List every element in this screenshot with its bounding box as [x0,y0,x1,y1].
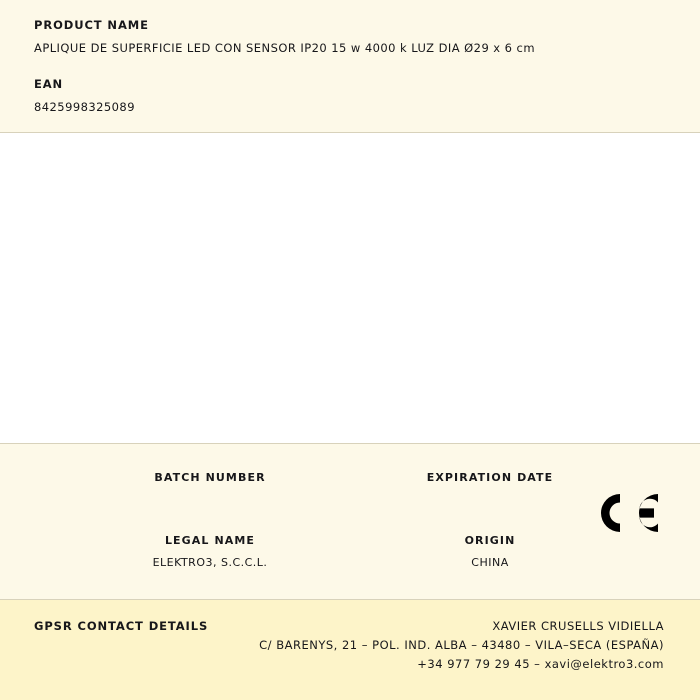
expiration-date-label: EXPIRATION DATE [426,471,554,484]
gpsr-footer-band [0,600,700,700]
batch-number-label: BATCH NUMBER [154,471,266,484]
product-info-block [0,0,700,133]
batch-number-column [95,471,325,493]
product-name-label: PRODUCT NAME [34,18,149,32]
legal-name-label: LEGAL NAME [164,534,256,547]
origin-column [375,534,605,569]
gpsr-contact-phone-email: +34 977 79 29 45 – xavi@elektro3.com [417,657,664,671]
product-name-value: APLIQUE DE SUPERFICIE LED CON SENSOR IP20 15 w 4000 k LUZ DIA Ø29 x 6 cm [34,41,535,55]
spacer [34,55,666,77]
ean-value: 8425998325089 [34,100,135,114]
origin-label: ORIGIN [464,534,516,547]
gpsr-contact-label: GPSR CONTACT DETAILS [34,619,209,633]
gpsr-contact-address: C/ BARENYS, 21 – POL. IND. ALBA – 43480 – VILA–SECA (ESPAÑA) [259,638,664,652]
origin-value: CHINA [471,556,509,569]
ean-label: EAN [34,77,64,91]
legal-name-column [95,534,325,569]
expiration-date-column [375,471,605,493]
gpsr-contact-name: XAVIER CRUSELLS VIDIELLA [492,619,664,633]
regulatory-info-band [0,444,700,600]
product-image-area [0,133,700,444]
legal-name-value: ELEKTRO3, S.C.C.L. [152,556,268,569]
ce-mark-icon [590,490,662,536]
